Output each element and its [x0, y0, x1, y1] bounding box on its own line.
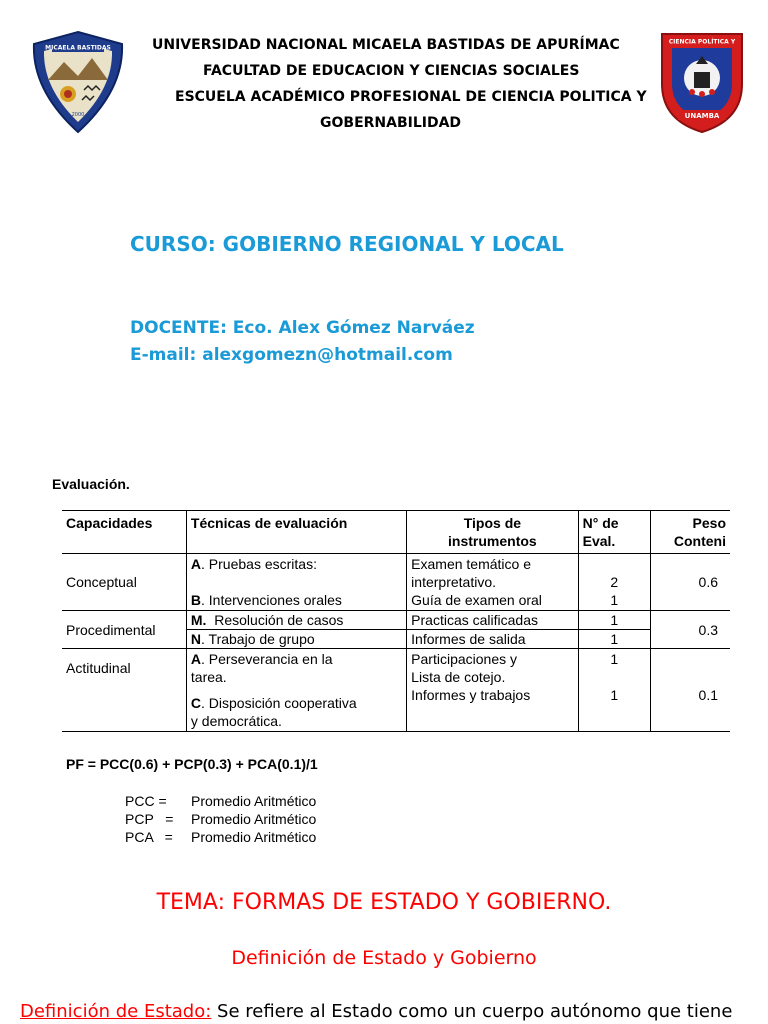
tec-a-letter: A: [190, 651, 202, 667]
tec-n-letter: N: [190, 631, 202, 647]
tec-m-letter: M.: [190, 612, 207, 628]
tec-m-text: Resolución de casos: [214, 612, 344, 628]
table-header-row: [62, 511, 730, 554]
peso-conceptual: 0.6: [698, 574, 718, 590]
school-name: ESCUELA ACADÉMICO PROFESIONAL DE CIENCIA POLITICA Y: [175, 89, 647, 105]
tec-c-text: . Disposición cooperativa: [201, 695, 357, 711]
header-peso: [650, 511, 730, 554]
tec-a-text: . Pruebas escritas:: [201, 556, 317, 572]
school-logo: [656, 30, 748, 134]
tec-a-letter: A: [190, 556, 202, 572]
average-row: [125, 810, 316, 828]
neval-value: 1: [610, 687, 619, 703]
tipo-procedimental: [407, 611, 578, 649]
average-desc: Promedio Aritmético: [191, 811, 317, 827]
neval-actitudinal: [578, 649, 650, 732]
logo-top-text: CIENCIA POLÍTICA Y: [668, 38, 736, 46]
tec-b-letter: B: [190, 592, 202, 608]
neval-conceptual: [578, 554, 650, 611]
header-tipos-line2: instrumentos: [448, 533, 537, 549]
tipo-line: interpretativo.: [411, 574, 496, 590]
tec-a-text: . Perseverancia en la: [201, 651, 333, 667]
tipo-actitudinal: [407, 649, 578, 732]
evaluation-title: Evaluación.: [52, 476, 130, 492]
tec-actitudinal: [186, 649, 406, 732]
average-desc: Promedio Aritmético: [191, 829, 317, 845]
neval-value: 1: [610, 651, 619, 667]
logo-year: 2000: [71, 112, 85, 118]
logo-bottom-text: UNAMBA: [684, 112, 720, 120]
school-name-cont: GOBERNABILIDAD: [320, 115, 462, 131]
header-peso-line1: Peso: [692, 515, 726, 531]
definition-line: [20, 1001, 732, 1022]
tec-c-text-cont: y democrática.: [190, 713, 282, 729]
header-peso-line2: Conteni: [673, 533, 726, 549]
tec-b-text: . Intervenciones orales: [201, 592, 342, 608]
evaluation-table-wrap: [62, 510, 730, 736]
tipo-line: Practicas calificadas: [407, 611, 577, 630]
tipo-conceptual: [407, 554, 578, 611]
tec-c-letter: C: [190, 695, 202, 711]
header-neval-line2: Eval.: [582, 533, 616, 549]
neval-value: 1: [579, 611, 650, 630]
averages-list: [125, 792, 316, 846]
header-neval: [578, 511, 650, 554]
tipo-line: Examen temático e: [411, 556, 532, 572]
header-tipos-line1: Tipos de: [463, 515, 522, 531]
tec-a-text-cont: tarea.: [190, 669, 227, 685]
definition-text: Se refiere al Estado como un cuerpo autónomo que tiene: [217, 1001, 733, 1022]
evaluation-table: [62, 510, 730, 732]
topic-title: TEMA: FORMAS DE ESTADO Y GOBIERNO.: [156, 890, 612, 915]
cap-procedimental: Procedimental: [62, 611, 186, 649]
course-title: CURSO: GOBIERNO REGIONAL Y LOCAL: [130, 232, 564, 256]
table-row-conceptual: [62, 554, 730, 611]
university-name: UNIVERSIDAD NACIONAL MICAELA BASTIDAS DE APURÍMAC: [152, 37, 620, 53]
final-grade-formula: PF = PCC(0.6) + PCP(0.3) + PCA(0.1)/1: [66, 756, 318, 772]
peso-procedimental: 0.3: [698, 621, 718, 638]
tec-conceptual: [186, 554, 406, 611]
logo-text: MICAELA BASTIDAS: [45, 44, 111, 52]
tipo-line: Participaciones y: [411, 651, 517, 667]
tipo-line: Informes y trabajos: [411, 687, 531, 703]
topic-subtitle: Definición de Estado y Gobierno: [231, 947, 537, 969]
faculty-name: FACULTAD DE EDUCACION Y CIENCIAS SOCIALES: [203, 63, 580, 79]
average-abbr: PCP =: [125, 811, 174, 827]
university-logo: [30, 30, 126, 134]
tipo-line: Lista de cotejo.: [411, 669, 506, 685]
cap-conceptual: Conceptual: [62, 554, 186, 611]
header-capacidades: Capacidades: [62, 511, 186, 554]
average-abbr: PCA =: [125, 829, 173, 845]
neval-value: 1: [610, 592, 619, 608]
table-row-procedimental: [62, 611, 730, 649]
table-row-actitudinal: [62, 649, 730, 732]
peso-actitudinal: 0.1: [698, 687, 718, 703]
teacher-email: E-mail: alexgomezn@hotmail.com: [130, 345, 453, 365]
average-row: [125, 828, 316, 846]
average-row: [125, 792, 316, 810]
tec-n-text: . Trabajo de grupo: [201, 631, 315, 647]
neval-procedimental: [578, 611, 650, 649]
average-desc: Promedio Aritmético: [191, 793, 317, 809]
cap-actitudinal: Actitudinal: [62, 649, 186, 732]
tec-procedimental: [186, 611, 406, 649]
header-tecnicas: Técnicas de evaluación: [186, 511, 406, 554]
neval-value: 2: [610, 574, 619, 590]
tipo-line: Informes de salida: [411, 631, 526, 647]
tipo-line: Guía de examen oral: [411, 592, 542, 608]
neval-value: 1: [610, 631, 619, 647]
definition-label: Definición de Estado:: [20, 1001, 212, 1022]
average-abbr: PCC =: [125, 793, 167, 809]
header-tipos: [407, 511, 578, 554]
header-neval-line1: N° de: [582, 515, 619, 531]
teacher-name: DOCENTE: Eco. Alex Gómez Narváez: [130, 318, 475, 338]
